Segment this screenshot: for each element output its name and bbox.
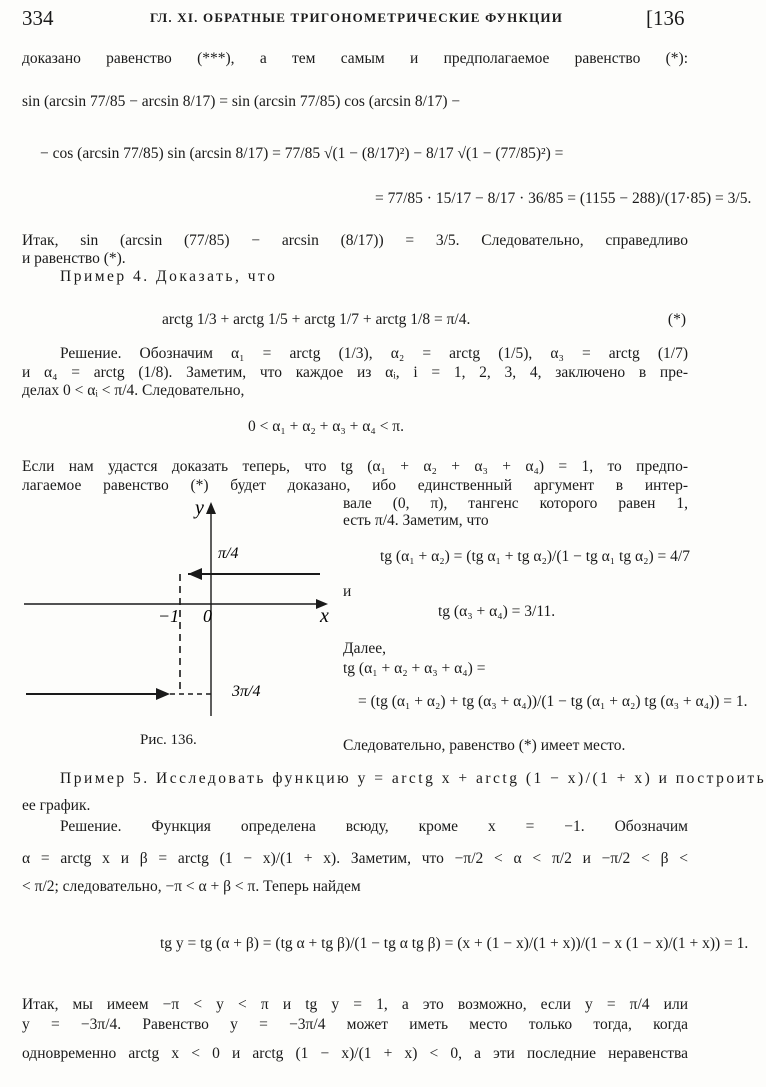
text-line: одновременно arctg x < 0 и arctg (1 − x)/(1 + x) < 0, а эти последние неравенства bbox=[22, 1045, 688, 1062]
text-line: Далее, bbox=[343, 640, 386, 657]
text-line: ее график. bbox=[22, 797, 91, 814]
display-formula: = (tg (α₁ + α₂) + tg (α₃ + α₄))/(1 − tg (α₁ + α₂) tg (α₃ + α₄)) = 1. bbox=[358, 693, 748, 710]
y-axis-arrowhead bbox=[206, 502, 216, 514]
text-line: y = −3π/4. Равенство y = −3π/4 может иметь место только тогда, когда bbox=[22, 1016, 688, 1033]
lower-branch-arrowhead bbox=[156, 688, 170, 700]
display-formula: = 77/85 · 15/17 − 8/17 · 36/85 = (1155 − 288)/(17·85) = 3/5. bbox=[375, 190, 752, 207]
display-formula: tg (α₃ + α₄) = 3/11. bbox=[438, 603, 556, 620]
label-pi-over-4: π/4 bbox=[218, 545, 239, 562]
label-minus-3pi-over-4: 3π/4 bbox=[232, 683, 261, 700]
y-axis-label: y bbox=[195, 497, 204, 519]
text-line: Итак, sin (arcsin (77/85) − arcsin (8/17)) = 3/5. Следовательно, справедливо bbox=[22, 232, 688, 249]
tick-label-minus-one: −1 bbox=[158, 606, 180, 626]
upper-branch-arrowhead bbox=[188, 568, 202, 580]
text-line: α = arctg x и β = arctg (1 − x)/(1 + x). Заметим, что −π/2 < α < π/2 и −π/2 < β < bbox=[22, 850, 688, 867]
origin-label: 0 bbox=[203, 606, 212, 626]
text-line: Итак, мы имеем −π < y < π и tg y = 1, а это возможно, если y = π/4 или bbox=[22, 996, 688, 1013]
display-formula: tg (α₁ + α₂ + α₃ + α₄) = bbox=[343, 660, 486, 677]
text-line: Решение. Функция определена всюду, кроме x = −1. Обозначим bbox=[60, 818, 688, 835]
display-formula: 0 < α₁ + α₂ + α₃ + α₄ < π. bbox=[248, 418, 405, 435]
display-formula: tg y = tg (α + β) = (tg α + tg β)/(1 − tg α tg β) = (x + (1 − x)/(1 + x))/(1 − x (1 − x)/(1 + x)) = 1. bbox=[160, 935, 749, 952]
text-line: и равенство (*). bbox=[22, 250, 126, 267]
equation-number: (*) bbox=[667, 311, 686, 328]
text-line: доказано равенство (***), а тем самым и предполагаемое равенство (*): bbox=[22, 50, 688, 67]
example-heading: Пример 4. Доказать, что bbox=[60, 268, 278, 285]
display-formula: sin (arcsin 77/85 − arcsin 8/17) = sin (arcsin 77/85) cos (arcsin 8/17) − bbox=[22, 93, 461, 110]
display-formula: tg (α₁ + α₂) = (tg α₁ + tg α₂)/(1 − tg α₁ tg α₂) = 4/7 bbox=[380, 548, 690, 565]
text-line: и α₄ = arctg (1/8). Заметим, что каждое из αᵢ, i = 1, 2, 3, 4, заключено в пре- bbox=[22, 364, 688, 381]
example-heading: Пример 5. Исследовать функцию y = arctg x + arctg (1 − x)/(1 + x) и построить bbox=[60, 770, 766, 787]
text-line: < π/2; следовательно, −π < α + β < π. Теперь найдем bbox=[22, 878, 361, 895]
text-line: вале (0, π), тангенс которого равен 1, bbox=[343, 495, 688, 512]
x-axis-label: x bbox=[320, 605, 329, 627]
text-line: Если нам удастся доказать теперь, что tg (α₁ + α₂ + α₃ + α₄) = 1, то предпо- bbox=[22, 458, 688, 475]
section-number: [136 bbox=[646, 6, 685, 30]
text-line: и bbox=[343, 583, 352, 600]
text-line: Решение. Обозначим α₁ = arctg (1/3), α₂ = arctg (1/5), α₃ = arctg (1/7) bbox=[60, 345, 688, 362]
text-line: есть π/4. Заметим, что bbox=[343, 512, 489, 529]
text-line: делах 0 < αᵢ < π/4. Следовательно, bbox=[22, 382, 245, 399]
text-line: лагаемое равенство (*) будет доказано, ибо единственный аргумент в интер- bbox=[22, 477, 688, 494]
figure-caption: Рис. 136. bbox=[140, 732, 197, 748]
page-number: 334 bbox=[22, 6, 54, 30]
running-head: ГЛ. XI. ОБРАТНЫЕ ТРИГОНОМЕТРИЧЕСКИЕ ФУНКЦИИ bbox=[150, 10, 564, 25]
text-line: Следовательно, равенство (*) имеет место. bbox=[343, 737, 626, 754]
figure-136 bbox=[22, 498, 342, 728]
display-formula: arctg 1/3 + arctg 1/5 + arctg 1/7 + arctg 1/8 = π/4. bbox=[162, 311, 471, 328]
display-formula: − cos (arcsin 77/85) sin (arcsin 8/17) = 77/85 √(1 − (8/17)²) − 8/17 √(1 − (77/85)²) = bbox=[40, 145, 564, 162]
